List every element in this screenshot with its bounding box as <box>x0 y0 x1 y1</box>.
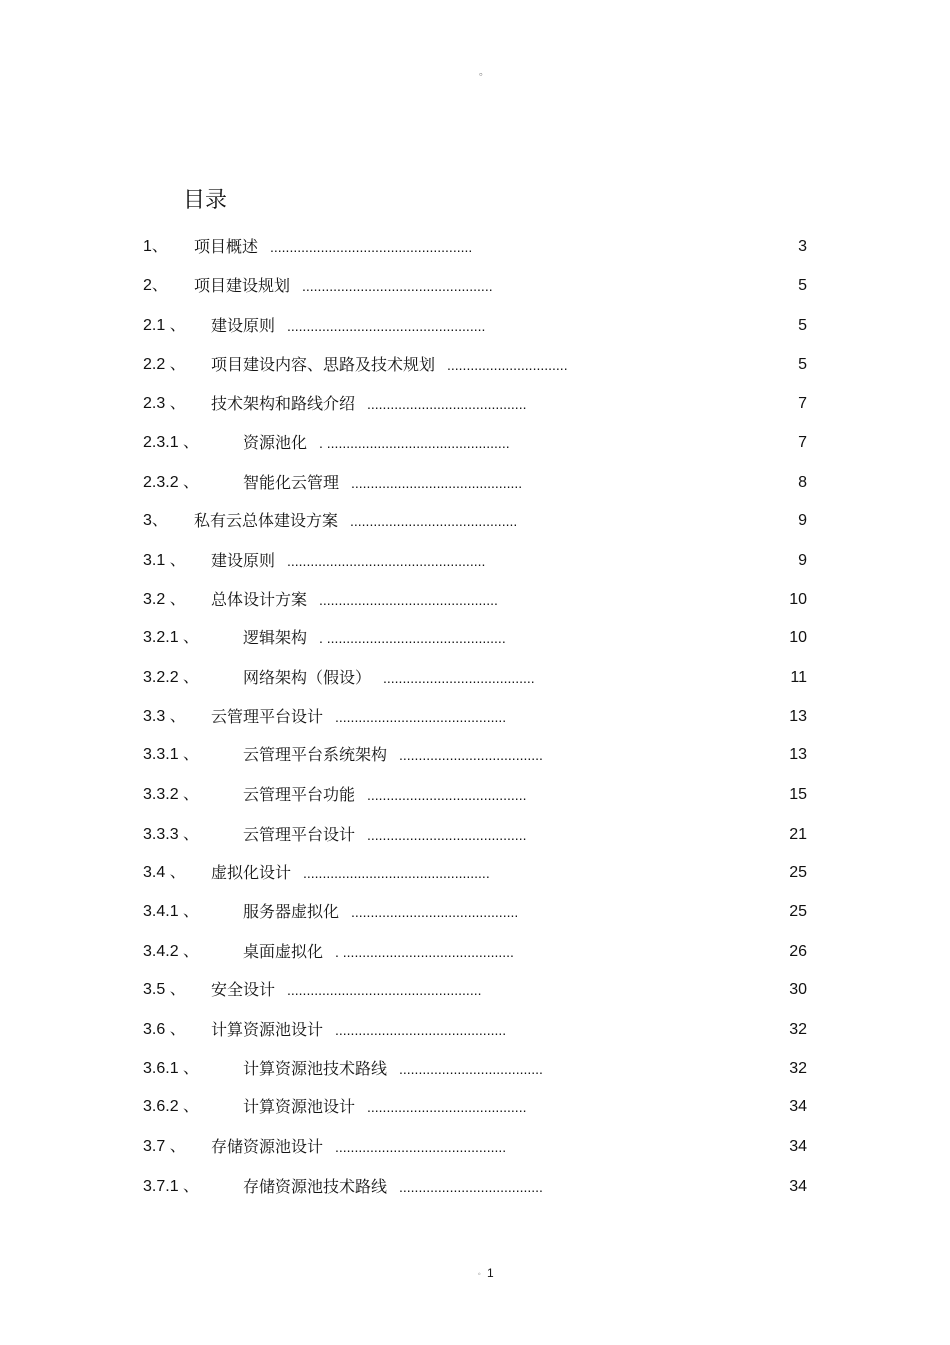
toc-entry-number: 3.5 、 <box>143 981 186 998</box>
toc-entry[interactable] <box>0 1132 950 1162</box>
header-mark: 。 <box>479 67 489 78</box>
toc-title: 目录 <box>183 188 228 213</box>
toc-entry-leader: ..................................... <box>399 1179 543 1195</box>
toc-entry-page: 7 <box>798 434 807 451</box>
toc-entry[interactable] <box>0 820 950 850</box>
toc-entry-number: 3.3.1 、 <box>143 746 200 763</box>
toc-entry-number: 3、 <box>143 512 168 529</box>
toc-entry-number: 1、 <box>143 238 168 255</box>
toc-entry-page: 10 <box>789 591 807 608</box>
toc-entry-page: 10 <box>789 629 807 646</box>
toc-entry-page: 5 <box>798 277 807 294</box>
toc-entry[interactable] <box>0 937 950 967</box>
toc-entry-leader: ......................................... <box>367 787 527 803</box>
toc-entry-leader: ............................................ <box>335 709 507 725</box>
toc-entry-page: 7 <box>798 395 807 412</box>
toc-entry[interactable] <box>0 1172 950 1202</box>
toc-entry-page: 13 <box>789 746 807 763</box>
toc-entry-title: 服务器虚拟化 <box>243 902 340 921</box>
toc-entry-leader: ....................................... <box>383 670 535 686</box>
toc-entry[interactable] <box>0 546 950 576</box>
toc-entry-leader: ......................................... <box>367 827 527 843</box>
toc-entry-number: 3.3 、 <box>143 708 186 725</box>
toc-entry-page: 5 <box>798 356 807 373</box>
toc-entry-title: 逻辑架构 <box>243 628 308 647</box>
toc-entry-leader: ......................................... <box>367 396 527 412</box>
toc-entry-page: 9 <box>798 512 807 529</box>
toc-entry-leader: . ............................................... <box>319 435 510 451</box>
toc-entry-page: 8 <box>798 474 807 491</box>
toc-entry[interactable] <box>0 740 950 770</box>
page-footer <box>478 1266 494 1280</box>
toc-entry-number: 3.2 、 <box>143 591 186 608</box>
toc-entry-title: 云管理平台设计 <box>211 707 324 726</box>
toc-entry[interactable] <box>0 663 950 693</box>
toc-entry-number: 3.4 、 <box>143 864 186 881</box>
toc-entry-title: 网络架构（假设） <box>243 668 372 687</box>
toc-entry-page: 34 <box>789 1138 807 1155</box>
toc-entry[interactable] <box>0 1015 950 1045</box>
toc-entry-title: 项目建设内容、思路及技术规划 <box>211 355 436 374</box>
toc-entry-title: 云管理平台功能 <box>243 785 356 804</box>
toc-entry-title: 建设原则 <box>211 316 276 335</box>
toc-entry-number: 3.6.1 、 <box>143 1060 200 1077</box>
toc-entry-leader: .................................................. <box>287 982 482 998</box>
toc-entry-leader: ............................................ <box>335 1139 507 1155</box>
toc-entry[interactable] <box>0 389 950 419</box>
toc-entry-number: 2.3.2 、 <box>143 474 200 491</box>
toc-entry[interactable] <box>0 858 950 888</box>
toc-entry[interactable] <box>0 350 950 380</box>
toc-entry[interactable] <box>0 311 950 341</box>
toc-entry-number: 3.6 、 <box>143 1021 186 1038</box>
toc-entry-leader: . ............................................ <box>335 944 514 960</box>
toc-entry-page: 3 <box>798 238 807 255</box>
toc-entry[interactable] <box>0 780 950 810</box>
toc-entry-title: 资源池化 <box>243 433 308 452</box>
toc-entry-number: 3.2.1 、 <box>143 629 200 646</box>
toc-entry[interactable] <box>0 1092 950 1122</box>
toc-entry-page: 34 <box>789 1178 807 1195</box>
toc-entry-title: 建设原则 <box>211 551 276 570</box>
toc-entry[interactable] <box>0 506 950 536</box>
toc-entry-page: 21 <box>789 826 807 843</box>
toc-entry-page: 26 <box>789 943 807 960</box>
toc-entry-title: 技术架构和路线介绍 <box>211 394 356 413</box>
page-number: 1 <box>487 1266 494 1280</box>
toc-entry[interactable] <box>0 702 950 732</box>
toc-entry-title: 项目概述 <box>194 237 259 256</box>
toc-entry[interactable] <box>0 585 950 615</box>
toc-entry-page: 11 <box>790 669 807 686</box>
toc-entry-page: 15 <box>789 786 807 803</box>
toc-entry-title: 计算资源池设计 <box>243 1097 356 1116</box>
toc-entry-number: 2.3.1 、 <box>143 434 200 451</box>
toc-entry-number: 2、 <box>143 277 168 294</box>
toc-entry[interactable] <box>0 897 950 927</box>
toc-entry-leader: ........................................... <box>351 904 519 920</box>
toc-entry-page: 5 <box>798 317 807 334</box>
toc-entry-title: 云管理平台系统架构 <box>243 745 388 764</box>
toc-entry-page: 25 <box>789 903 807 920</box>
toc-entry-title: 计算资源池设计 <box>211 1020 324 1039</box>
toc-entry-leader: ..................................... <box>399 1061 543 1077</box>
toc-entry[interactable] <box>0 271 950 301</box>
toc-entry-number: 3.3.2 、 <box>143 786 200 803</box>
toc-entry-leader: .............................................. <box>319 592 498 608</box>
toc-entry-page: 34 <box>789 1098 807 1115</box>
toc-entry-title: 虚拟化设计 <box>211 863 292 882</box>
toc-entry-page: 30 <box>789 981 807 998</box>
toc-entry[interactable] <box>0 468 950 498</box>
toc-entry-page: 32 <box>789 1021 807 1038</box>
toc-entry-title: 云管理平台设计 <box>243 825 356 844</box>
toc-entry-leader: ............................................ <box>335 1022 507 1038</box>
toc-entry-leader: ..................................... <box>399 747 543 763</box>
toc-entry-leader: ................................................. <box>302 278 493 294</box>
toc-entry-leader: ........................................... <box>350 513 518 529</box>
toc-entry[interactable] <box>0 1054 950 1084</box>
toc-entry-title: 存储资源池设计 <box>211 1137 324 1156</box>
toc-entry-title: 安全设计 <box>211 980 276 999</box>
toc-entry-title: 总体设计方案 <box>211 590 308 609</box>
toc-entry-number: 3.2.2 、 <box>143 669 200 686</box>
toc-entry-number: 2.2 、 <box>143 356 186 373</box>
toc-entry-leader: ................................................... <box>287 318 486 334</box>
toc-entry[interactable] <box>0 623 950 653</box>
toc-entry-title: 私有云总体建设方案 <box>194 511 339 530</box>
toc-entry-page: 9 <box>798 552 807 569</box>
toc-entry-page: 13 <box>789 708 807 725</box>
footer-mark: 。 <box>478 1269 485 1276</box>
toc-entry-number: 3.7.1 、 <box>143 1178 200 1195</box>
toc-entry-title: 桌面虚拟化 <box>243 942 324 961</box>
toc-entry-number: 3.4.2 、 <box>143 943 200 960</box>
toc-entry-number: 2.1 、 <box>143 317 186 334</box>
toc-entry-title: 智能化云管理 <box>243 473 340 492</box>
toc-entry-page: 25 <box>789 864 807 881</box>
toc-entry-number: 3.6.2 、 <box>143 1098 200 1115</box>
toc-entry-title: 存储资源池技术路线 <box>243 1177 388 1196</box>
toc-entry-title: 项目建设规划 <box>194 276 291 295</box>
toc-entry-leader: . .............................................. <box>319 630 506 646</box>
toc-entry-number: 3.7 、 <box>143 1138 186 1155</box>
toc-list <box>0 232 950 1202</box>
toc-entry[interactable] <box>0 975 950 1005</box>
toc-entry-title: 计算资源池技术路线 <box>243 1059 388 1078</box>
toc-entry-number: 2.3 、 <box>143 395 186 412</box>
toc-entry-leader: ............................... <box>447 357 568 373</box>
toc-entry-page: 32 <box>789 1060 807 1077</box>
toc-entry[interactable] <box>0 232 950 262</box>
toc-entry-number: 3.3.3 、 <box>143 826 200 843</box>
toc-entry-leader: ............................................ <box>351 475 523 491</box>
toc-entry-leader: ......................................... <box>367 1099 527 1115</box>
toc-entry[interactable] <box>0 428 950 458</box>
toc-entry-number: 3.1 、 <box>143 552 186 569</box>
toc-entry-leader: ................................................ <box>303 865 490 881</box>
toc-entry-leader: ................................................... <box>287 553 486 569</box>
toc-entry-number: 3.4.1 、 <box>143 903 200 920</box>
toc-entry-leader: .................................................... <box>270 239 473 255</box>
